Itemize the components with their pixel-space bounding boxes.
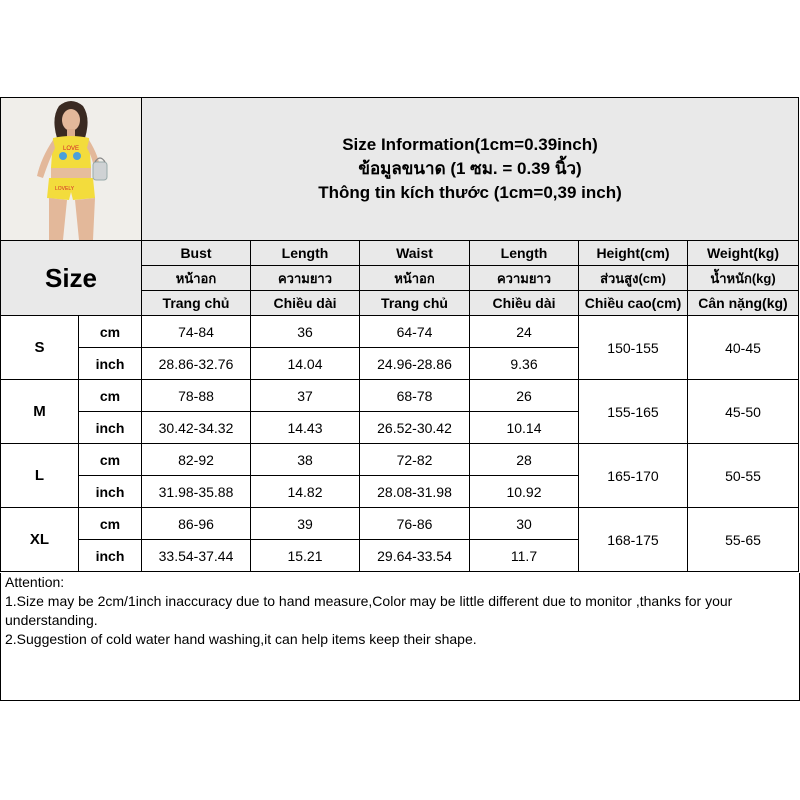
length2-header: Length: [470, 241, 579, 266]
title-vietnamese: Thông tin kích thước (1cm=0,39 inch): [318, 183, 622, 202]
attention-note-2: 2.Suggestion of cold water hand washing,it can help items keep their shape.: [5, 631, 477, 647]
size-label: S: [1, 316, 79, 380]
length-cell: 15.21: [251, 540, 360, 572]
bust-cell: 33.54-37.44: [142, 540, 251, 572]
length2-cell: 26: [470, 380, 579, 412]
unit-cell: cm: [79, 508, 142, 540]
height-cell: 165-170: [579, 444, 688, 508]
attention-notes: [0, 573, 800, 701]
length-cell: 36: [251, 316, 360, 348]
unit-cell: inch: [79, 412, 142, 444]
weight-header-thai: น้ำหนัก(kg): [688, 266, 799, 291]
bust-cell: 86-96: [142, 508, 251, 540]
model-image: [1, 98, 141, 240]
table-row: [1, 380, 799, 412]
waist-cell: 29.64-33.54: [360, 540, 470, 572]
weight-cell: 50-55: [688, 444, 799, 508]
waist-cell: 26.52-30.42: [360, 412, 470, 444]
length-cell: 37: [251, 380, 360, 412]
table-row: [1, 316, 799, 348]
bust-cell: 78-88: [142, 380, 251, 412]
waist-cell: 64-74: [360, 316, 470, 348]
length2-cell: 10.14: [470, 412, 579, 444]
waist-header: Waist: [360, 241, 470, 266]
length-cell: 14.43: [251, 412, 360, 444]
title-english: Size Information(1cm=0.39inch): [342, 135, 598, 154]
length-cell: 38: [251, 444, 360, 476]
size-table: [0, 97, 799, 572]
length-header-vi: Chiều dài: [251, 291, 360, 316]
title-block: [142, 98, 799, 241]
waist-cell: 76-86: [360, 508, 470, 540]
corner-mark: [141, 98, 142, 103]
length2-cell: 30: [470, 508, 579, 540]
waist-cell: 28.08-31.98: [360, 476, 470, 508]
length2-header-thai: ความยาว: [470, 266, 579, 291]
height-cell: 150-155: [579, 316, 688, 380]
shorts-print: LOVELY: [55, 186, 75, 192]
weight-cell: 40-45: [688, 316, 799, 380]
unit-cell: inch: [79, 540, 142, 572]
waist-cell: 24.96-28.86: [360, 348, 470, 380]
length-cell: 14.04: [251, 348, 360, 380]
size-header: Size: [1, 241, 142, 316]
height-cell: 168-175: [579, 508, 688, 572]
size-label: M: [1, 380, 79, 444]
unit-cell: inch: [79, 476, 142, 508]
weight-header-vi: Cân nặng(kg): [688, 291, 799, 316]
bust-cell: 28.86-32.76: [142, 348, 251, 380]
size-label: XL: [1, 508, 79, 572]
attention-heading: Attention:: [5, 574, 65, 590]
bust-cell: 82-92: [142, 444, 251, 476]
table-row: [1, 444, 799, 476]
waist-cell: 72-82: [360, 444, 470, 476]
size-chart: [0, 97, 800, 702]
length-header-thai: ความยาว: [251, 266, 360, 291]
waist-header-vi: Trang chủ: [360, 291, 470, 316]
bust-cell: 31.98-35.88: [142, 476, 251, 508]
length2-cell: 9.36: [470, 348, 579, 380]
bust-header-vi: Trang chủ: [142, 291, 251, 316]
product-photo: [1, 98, 142, 241]
unit-cell: cm: [79, 380, 142, 412]
length2-cell: 28: [470, 444, 579, 476]
height-header-vi: Chiều cao(cm): [579, 291, 688, 316]
height-header: Height(cm): [579, 241, 688, 266]
length2-cell: 24: [470, 316, 579, 348]
height-header-thai: ส่วนสูง(cm): [579, 266, 688, 291]
bust-cell: 74-84: [142, 316, 251, 348]
title-thai: ข้อมูลขนาด (1 ซม. = 0.39 นิ้ว): [358, 159, 582, 178]
height-cell: 155-165: [579, 380, 688, 444]
length2-header-vi: Chiều dài: [470, 291, 579, 316]
size-label: L: [1, 444, 79, 508]
length2-cell: 11.7: [470, 540, 579, 572]
bust-cell: 30.42-34.32: [142, 412, 251, 444]
attention-note-1: 1.Size may be 2cm/1inch inaccuracy due to hand measure,Color may be little different due to monitor ,thanks for your understanding.: [5, 593, 733, 628]
unit-cell: cm: [79, 444, 142, 476]
length-cell: 39: [251, 508, 360, 540]
length-cell: 14.82: [251, 476, 360, 508]
waist-header-thai: หน้าอก: [360, 266, 470, 291]
table-row: [1, 508, 799, 540]
length2-cell: 10.92: [470, 476, 579, 508]
waist-cell: 68-78: [360, 380, 470, 412]
weight-cell: 45-50: [688, 380, 799, 444]
unit-cell: cm: [79, 316, 142, 348]
bust-header-thai: หน้าอก: [142, 266, 251, 291]
weight-cell: 55-65: [688, 508, 799, 572]
length-header: Length: [251, 241, 360, 266]
bust-header: Bust: [142, 241, 251, 266]
unit-cell: inch: [79, 348, 142, 380]
weight-header: Weight(kg): [688, 241, 799, 266]
shirt-print: LOVE: [62, 146, 80, 152]
